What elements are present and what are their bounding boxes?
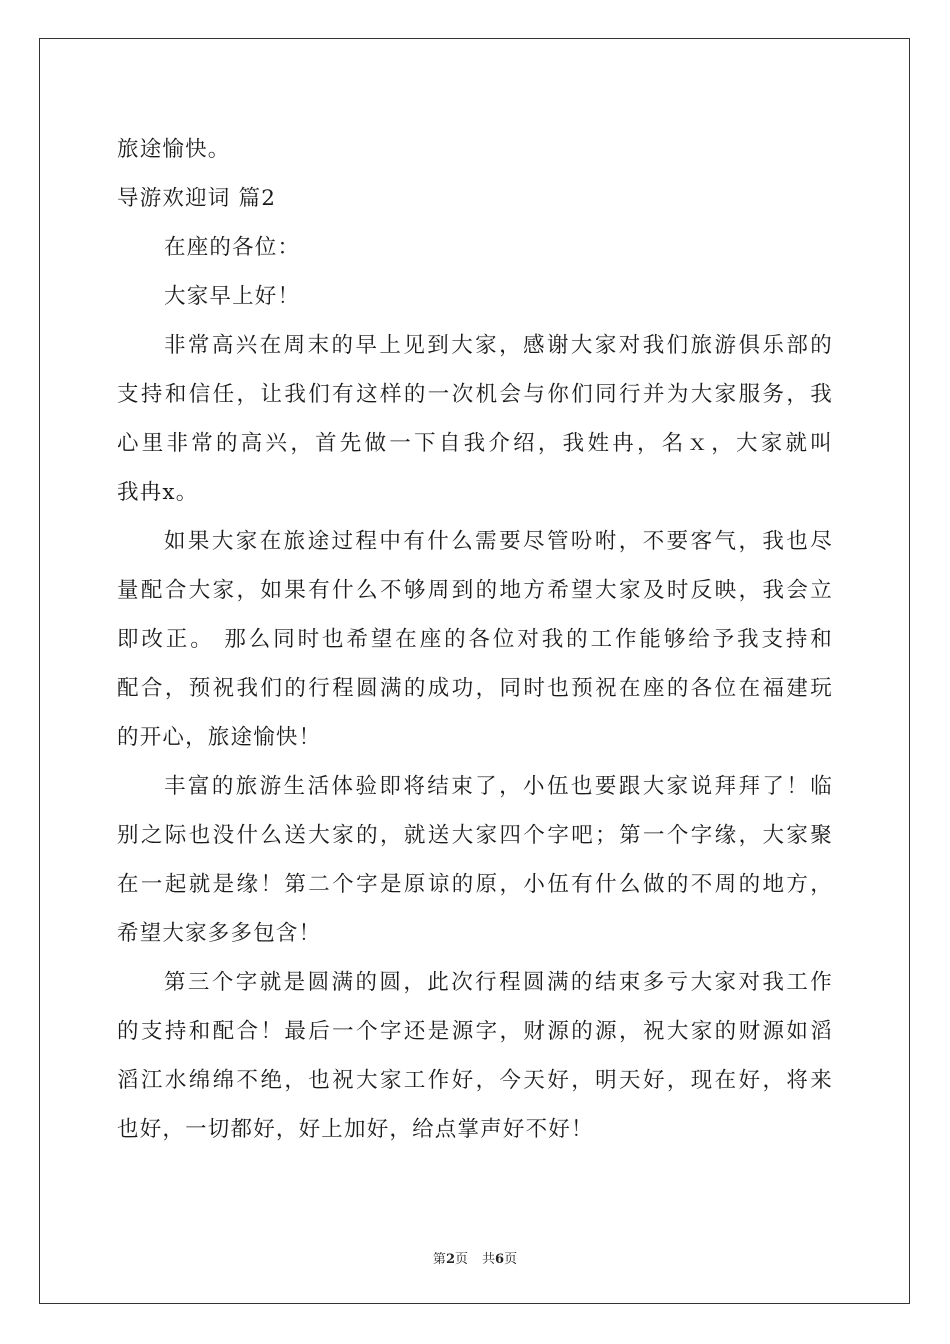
greeting: 大家早上好！ <box>164 284 301 309</box>
page-current: 2 <box>445 1252 455 1267</box>
paragraph-2 <box>117 517 833 762</box>
paragraph-line: 配合，预祝我们的行程圆满的成功，同时也预祝在座的各位在福建玩 <box>117 676 833 701</box>
section-title: 导游欢迎词 篇2 <box>117 186 277 211</box>
paragraph-line: 也好，一切都好，好上加好，给点掌声好不好！ <box>117 1117 594 1142</box>
paragraph-1 <box>117 321 833 517</box>
paragraph-line: 的支持和配合！最后一个字还是源字，财源的源，祝大家的财源如滔 <box>117 1019 833 1044</box>
paragraph-line: 即改正。 那么同时也希望在座的各位对我的工作能够给予我支持和 <box>117 627 833 652</box>
paragraph-line: 我冉x。 <box>117 480 199 505</box>
page-footer <box>0 1248 950 1267</box>
paragraph-line: 心里非常的高兴，首先做一下自我介绍，我姓冉，名ｘ，大家就叫 <box>117 431 833 456</box>
paragraph-line: 别之际也没什么送大家的，就送大家四个字吧；第一个字缘，大家聚 <box>117 823 833 848</box>
paragraph-line: 滔江水绵绵不绝，也祝大家工作好，今天好，明天好，现在好，将来 <box>117 1068 833 1093</box>
salutation: 在座的各位： <box>164 235 301 260</box>
page-total: 6 <box>495 1252 505 1267</box>
paragraph-line: 的开心，旅途愉快！ <box>117 725 322 750</box>
intro-line: 旅途愉快。 <box>117 137 231 162</box>
paragraph-line: 在一起就是缘！第二个字是原谅的原，小伍有什么做的不周的地方， <box>117 872 833 897</box>
total-suffix: 页 <box>504 1252 518 1267</box>
document-body <box>117 125 833 1154</box>
total-prefix: 共 <box>482 1252 496 1267</box>
paragraph-4 <box>117 958 833 1154</box>
paragraph-line: 非常高兴在周末的早上见到大家，感谢大家对我们旅游俱乐部的 <box>164 333 833 358</box>
paragraph-line: 希望大家多多包含！ <box>117 921 322 946</box>
page-suffix: 页 <box>454 1252 468 1267</box>
paragraph-line: 支持和信任，让我们有这样的一次机会与你们同行并为大家服务，我 <box>117 382 833 407</box>
paragraph-line: 如果大家在旅途过程中有什么需要尽管吩咐，不要客气，我也尽 <box>164 529 833 554</box>
paragraph-line: 量配合大家，如果有什么不够周到的地方希望大家及时反映，我会立 <box>117 578 833 603</box>
page-prefix: 第 <box>432 1252 446 1267</box>
paragraph-line: 丰富的旅游生活体验即将结束了，小伍也要跟大家说拜拜了！临 <box>164 774 833 799</box>
paragraph-3 <box>117 762 833 958</box>
paragraph-line: 第三个字就是圆满的圆，此次行程圆满的结束多亏大家对我工作 <box>164 970 833 995</box>
